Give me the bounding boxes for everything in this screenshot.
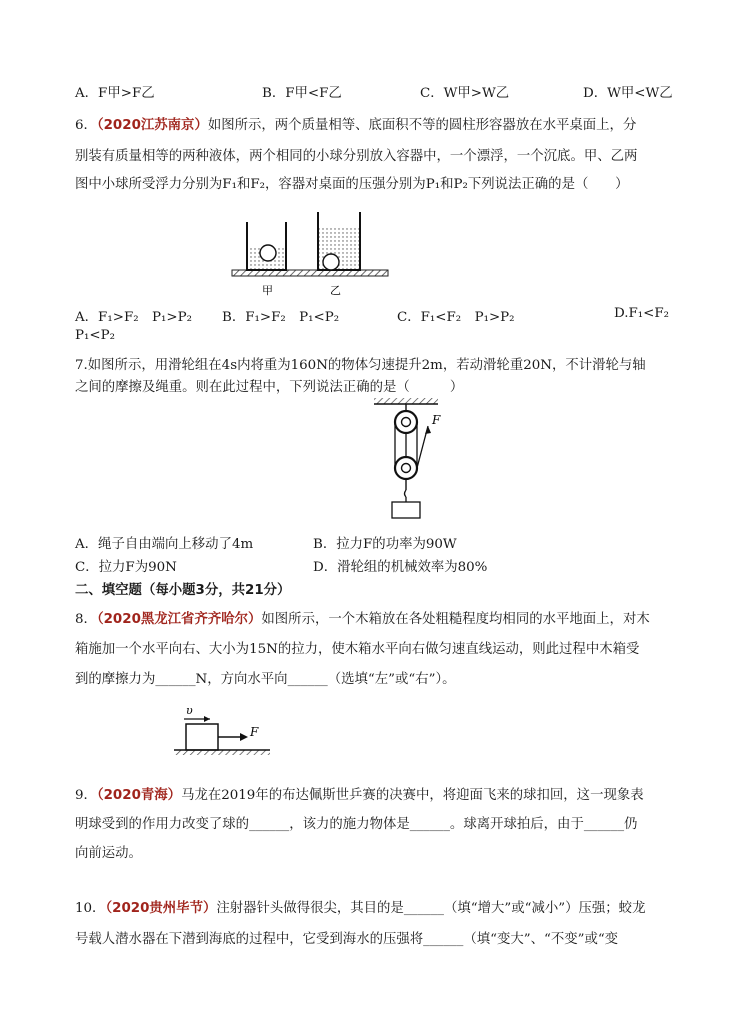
q6-option-a: A．F₁>F₂ P₁>P₂ [75, 310, 192, 325]
q5-option-b: B．F甲<F乙 [262, 86, 342, 101]
q8-source: （2020黑龙江省齐齐哈尔） [96, 612, 262, 627]
q7-option-a: A．绳子自由端向上移动了4m [75, 537, 254, 552]
q6-number: 6． [75, 118, 97, 133]
q8-fig-label-f: F [250, 725, 259, 739]
q7-pulley-figure [370, 396, 450, 522]
q10-line-1 [75, 897, 645, 916]
q8-number: 8． [75, 612, 97, 627]
q8-fig-label-v: υ [186, 704, 193, 717]
q8-line-1 [75, 608, 650, 627]
q6-option-d: D.F₁<F₂ [614, 306, 670, 321]
section-heading: 二、填空题（每小题3分，共21分） [75, 583, 291, 598]
q9-line-2: 明球受到的作用力改变了球的______，该力的施力物体是______。球离开球拍后，由于______仍 [75, 817, 638, 832]
q7-option-d: D．滑轮组的机械效率为80% [313, 560, 488, 575]
q6-option-b: B．F₁>F₂ P₁<P₂ [222, 310, 340, 325]
q6-source: （2020江苏南京） [96, 118, 208, 133]
q9-line-1 [75, 784, 644, 803]
q10-line-2: 号载人潜水器在下潜到海底的过程中，它受到海水的压强将______（填“变大”、“不变”或“变 [75, 932, 619, 947]
q7-option-b: B．拉力F的功率为90W [313, 537, 457, 552]
q6-option-d-cont: P₁<P₂ [75, 328, 115, 343]
q9-line-3: 向前运动。 [75, 846, 142, 861]
q5-option-c: C．W甲>W乙 [420, 86, 510, 101]
q8-line-3: 到的摩擦力为______N，方向水平向______（选填“左”或“右”）。 [75, 672, 456, 687]
q7-line-2: 之间的摩擦及绳重。则在此过程中，下列说法正确的是（ ） [75, 380, 464, 395]
q9-number: 9． [75, 788, 97, 803]
q6-text-1: 如图所示，两个质量相等、底面积不等的圆柱形容器放在水平桌面上，分 [207, 118, 637, 133]
q6-line-1 [75, 114, 636, 133]
q6-fig-label-jia: 甲 [262, 284, 273, 297]
q5-option-a: A．F甲>F乙 [75, 86, 155, 101]
q8-box-figure [172, 702, 272, 760]
q6-containers-figure [230, 208, 395, 298]
q5-option-d: D．W甲<W乙 [583, 86, 673, 101]
q6-line-2: 别装有质量相等的两种液体，两个相同的小球分别放入容器中，一个漂浮，一个沉底。甲、乙两 [75, 149, 638, 164]
q9-text-1: 马龙在2019年的布达佩斯世乒赛的决赛中，将迎面飞来的球扣回，这一现象表 [181, 788, 644, 803]
q6-fig-label-yi: 乙 [330, 284, 341, 297]
q9-source: （2020青海） [96, 788, 182, 803]
q8-text-1: 如图所示，一个木箱放在各处粗糙程度均相同的水平地面上，对木 [261, 612, 650, 627]
q10-number: 10． [75, 901, 106, 916]
q7-fig-label-f: F [432, 413, 441, 427]
q8-line-2: 箱施加一个水平向右、大小为15N的拉力，使木箱水平向右做匀速直线运动，则此过程中木箱受 [75, 642, 640, 657]
q6-option-c: C．F₁<F₂ P₁>P₂ [397, 310, 515, 325]
q7-line-1: 7.如图所示，用滑轮组在4s内将重为160N的物体匀速提升2m，若动滑轮重20N，不计滑轮与轴 [75, 358, 646, 373]
q7-option-c: C．拉力F为90N [75, 560, 177, 575]
q10-text-1: 注射器针头做得很尖，其目的是______（填“增大”或“减小”）压强；蛟龙 [216, 901, 646, 916]
q6-line-3: 图中小球所受浮力分别为F₁和F₂，容器对桌面的压强分别为P₁和P₂下列说法正确的是（ ） [75, 177, 629, 192]
q10-source: （2020贵州毕节） [105, 901, 217, 916]
